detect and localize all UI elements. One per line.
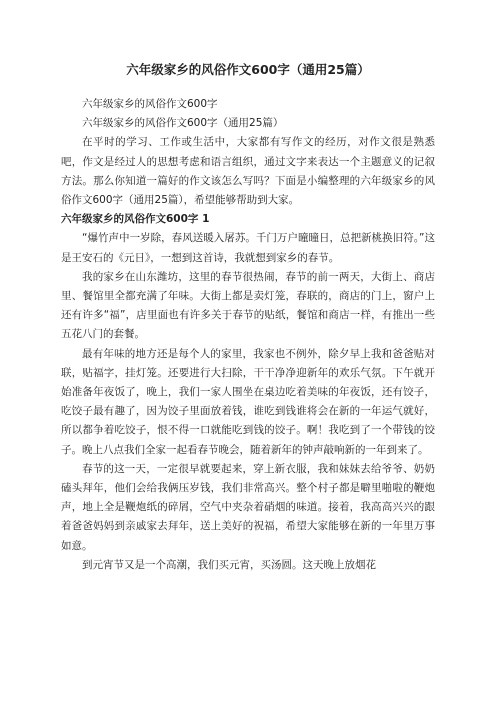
paragraph: 最有年味的地方还是每个人的家里，我家也不例外，除夕早上我和爸爸贴对联，贴福字，挂灯笼。还要进行大扫除，干干净净迎新年的欢乐气氛。下午就开始准备年夜饭了，晚上，我们一家人围坐在桌边吃着美味的年夜饭，还有饺子，吃饺子最有趣了，因为饺子里面放着钱，谁吃到钱谁将会在新的一年运气就好，所以都争着吃饺子，恨不得一口就能吃到钱的饺子。啊！我吃到了一个带钱的饺子。晚上八点我们全家一起看春节晚会，随着新年的钟声敲响新的一年到来了。 <box>61 347 435 456</box>
paragraph: 六年级家乡的风俗作文600字 <box>82 98 218 110</box>
document-body <box>61 95 435 575</box>
paragraph: 我的家乡在山东潍坊，这里的春节很热闹，春节的前一两天，大街上、商店里、餐馆里全都充满了年味。大街上都是卖灯笼，春联的，商店的门上，窗户上还有许多“福”，店里面也有许多关于春节的贴纸，餐馆和商店一样，有推出一些五花八门的套餐。 <box>61 270 435 341</box>
paragraph: 六年级家乡的风俗作文600字（通用25篇） <box>82 117 284 130</box>
section-heading: 六年级家乡的风俗作文600字 1 <box>61 213 210 226</box>
intro-paragraph: 在平时的学习、工作或生活中，大家都有写作文的经历，对作文很是熟悉吧，作文是经过人的思想考虑和语言组织，通过文字来表达一个主题意义的记叙方法。那么你知道一篇好的作文该怎么写吗？下面是小编整理的六年级家乡的风俗作文600字（通用25篇），希望能够帮助到大家。 <box>61 136 435 207</box>
document-title: 六年级家乡的风俗作文600字（通用25篇） <box>126 62 370 77</box>
paragraph: 春节的这一天，一定很早就要起来，穿上新衣服，我和妹妹去给爷爷、奶奶磕头拜年，他们会给我俩压岁钱，我们非常高兴。整个村子都是噼里啪啦的鞭炮声，地上全是鞭炮纸的碎屑，空气中夹杂着硝烟的味道。接着，我高高兴兴的跟着爸爸妈妈到亲戚家去拜年，送上美好的祝福，希望大家能够在新的一年里万事如意。 <box>61 462 435 552</box>
paragraph: 到元宵节又是一个高潮，我们买元宵，买汤圆。这天晚上放烟花 <box>82 558 376 571</box>
paragraph: “爆竹声中一岁除，春风送暖入屠苏。千门万户曈曈日，总把新桃换旧符。”这是王安石的《元日》，一想到这首诗，我就想到家乡的春节。 <box>61 232 435 264</box>
